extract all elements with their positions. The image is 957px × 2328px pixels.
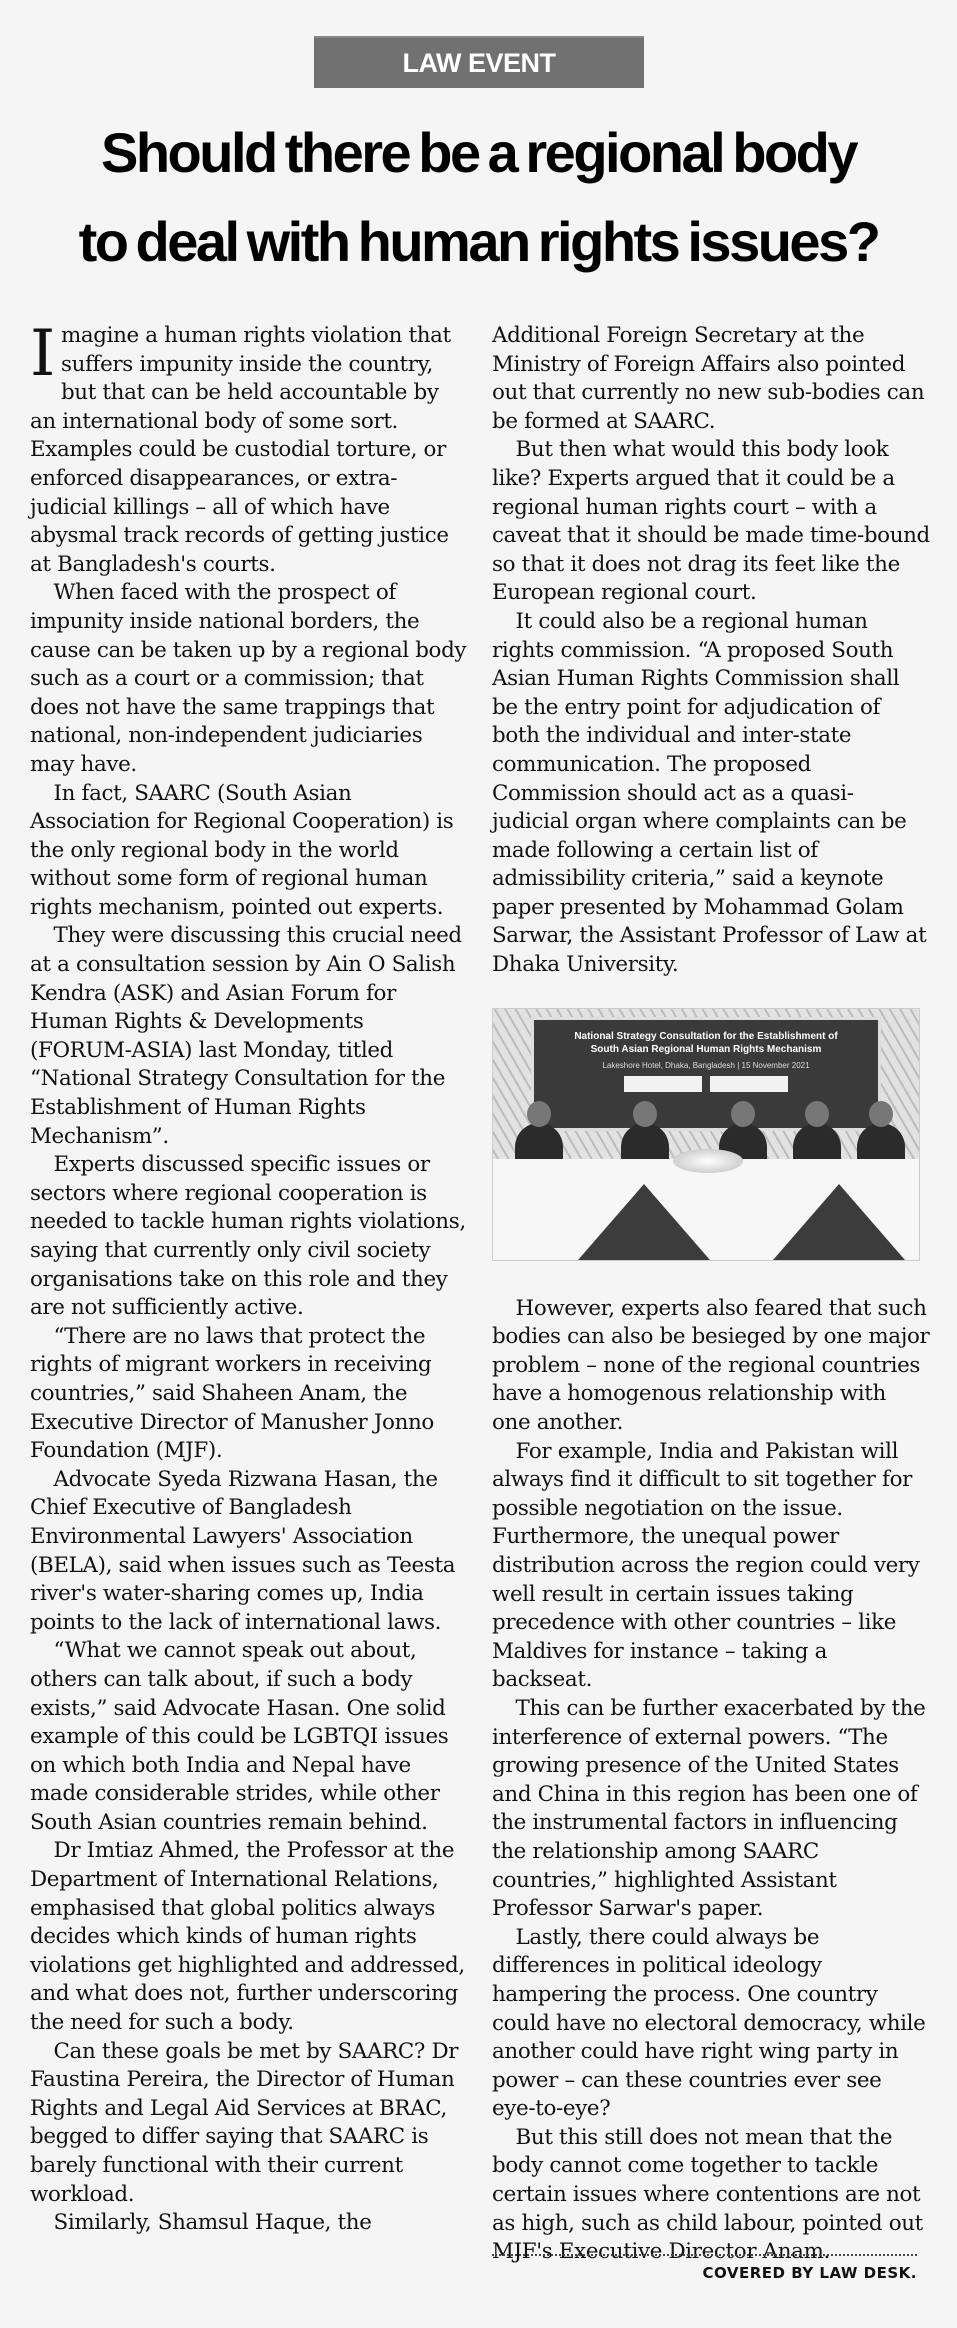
- paragraph: Can these goals be met by SAARC? Dr Faustina Pereira, the Director of Human Rights and Legal Aid Services at BRAC, begged to differ saying that SAARC is barely functional with their current workload.: [30, 2038, 459, 2207]
- paragraph: They were discussing this crucial need at a consultation session by Ain O Salish Kendra (ASK) and Asian Forum for Human Rights & Developments (FORUM-ASIA) last Monday, titled “National Strategy Consultation for the Establishment of Human Rights Mechanism”.: [30, 923, 462, 1149]
- ask-logo: [624, 1076, 702, 1092]
- kicker-label: LAW EVENT: [402, 48, 556, 78]
- forum-asia-logo: [710, 1076, 788, 1092]
- headline-line-2: to deal with human rights issues?: [78, 210, 879, 273]
- panelist-head: [869, 1101, 893, 1127]
- paragraph: Additional Foreign Secretary at the Ministry of Foreign Affairs also pointed out that currently no new sub-bodies can be formed at SAARC.: [492, 323, 925, 434]
- paragraph: [30, 317, 468, 579]
- banner-title: [534, 1030, 878, 1056]
- event-photo: [492, 1008, 920, 1261]
- table-drape: [773, 1184, 905, 1260]
- panelist-head: [633, 1101, 657, 1127]
- paragraph: “What we cannot speak out about, others can talk about, if such a body exists,” said Advocate Hasan. One solid example of this could be LGBTQI issues on which both India and Nepal have made considerable strides, while other South Asian countries remain behind.: [30, 1638, 449, 1835]
- paragraph: It could also be a regional human rights commission. “A proposed South Asian Human Rights Commission shall be the entry point for adjudication of both the individual and inter-state communication. The proposed Commission should act as a quasi-judicial organ where complaints can be made following a certain list of admissibility criteria,” said a keynote paper presented by Mohammad Golam Sarwar, the Assistant Professor of Law at Dhaka University.: [492, 608, 927, 978]
- panelist-head: [805, 1101, 829, 1127]
- flower-arrangement: [673, 1149, 743, 1173]
- section-kicker: [314, 36, 644, 88]
- byline-credit: COVERED BY LAW DESK.: [702, 2264, 917, 2282]
- paragraph: Lastly, there could always be differences in political ideology hampering the process. One country could have no electoral democracy, while another could have right wing party in power – can these countries ever see eye-to-eye?: [492, 1924, 926, 2122]
- paragraph: Advocate Syeda Rizwana Hasan, the Chief Executive of Bangladesh Environmental Lawyers' Association (BELA), said when issues such as Teesta river's water-sharing comes up, India points to the lack of international laws.: [30, 1466, 456, 1635]
- paragraph: But then what would this body look like? Experts argued that it could be a regional human rights court – with a caveat that it should be made time-bound so that it does not drag its feet like the European regional court.: [492, 437, 930, 606]
- paragraph: This can be further exacerbated by the interference of external powers. “The growing presence of the United States and China in this region has been one of the instrumental factors in influencing the relationship among SAARC countries,” highlighted Assistant Professor Sarwar's paper.: [492, 1695, 926, 1922]
- dotted-divider: [492, 2254, 917, 2256]
- banner-logos: [534, 1076, 878, 1092]
- headline: [0, 108, 957, 286]
- table-drape: [578, 1184, 710, 1260]
- paragraph: Similarly, Shamsul Haque, the: [53, 2210, 372, 2236]
- paragraph: But this still does not mean that the body cannot come together to tackle certain issues where contentions are not as high, such as child labour, pointed out MJF's Executive Director Anam.: [492, 2124, 923, 2265]
- paragraph-text: magine a human rights violation that suffers impunity inside the country, but that can be held accountable by an international body of some sort. Examples could be custodial torture, or enforced disappearances, or extra-judicial killings – all of which have abysmal track records of getting justice at Bangladesh's courts.: [30, 323, 451, 577]
- paragraph: For example, India and Pakistan will always find it difficult to sit together for possible negotiation on the issue. Furthermore, the unequal power distribution across the region could very well result in certain issues taking precedence with other countries – like Maldives for instance – taking a backseat.: [492, 1438, 920, 1693]
- banner-subtitle: Lakeshore Hotel, Dhaka, Bangladesh | 15 November 2021: [602, 1060, 810, 1070]
- banner-title-2: South Asian Regional Human Rights Mechanism: [590, 1043, 822, 1055]
- table-cloth: [493, 1159, 919, 1260]
- banner-title-1: National Strategy Consultation for the Establishment of: [574, 1030, 838, 1042]
- drop-cap: I: [30, 317, 55, 391]
- paragraph: In fact, SAARC (South Asian Association for Regional Cooperation) is the only regional body in the world without some form of regional human rights mechanism, pointed out experts.: [30, 780, 454, 920]
- article-column-left: [30, 317, 468, 2238]
- panelist-head: [731, 1101, 755, 1127]
- article-column-right: [492, 322, 930, 2267]
- paragraph: Dr Imtiaz Ahmed, the Professor at the Department of International Relations, emphasised that global politics always decides which kinds of human rights violations get highlighted and addressed, and what does not, further underscoring the need for such a body.: [30, 1838, 465, 2036]
- paragraph: However, experts also feared that such bodies can also be besieged by one major problem – none of the regional countries have a homogenous relationship with one another.: [492, 1295, 930, 1436]
- paragraph: “There are no laws that protect the rights of migrant workers in receiving countries,” said Shaheen Anam, the Executive Director of Manusher Jonno Foundation (MJF).: [30, 1323, 434, 1464]
- paragraph: When faced with the prospect of impunity inside national borders, the cause can be taken up by a regional body such as a court or a commission; that does not have the same trappings that national, non-independent judiciaries may have.: [30, 580, 467, 777]
- paragraph: Experts discussed specific issues or sectors where regional cooperation is needed to tackle human rights violations, saying that currently only civil society organisations take on this role and they are not sufficiently active.: [30, 1152, 466, 1321]
- headline-line-1: Should there be a regional body: [100, 121, 857, 184]
- panelist-head: [527, 1101, 551, 1127]
